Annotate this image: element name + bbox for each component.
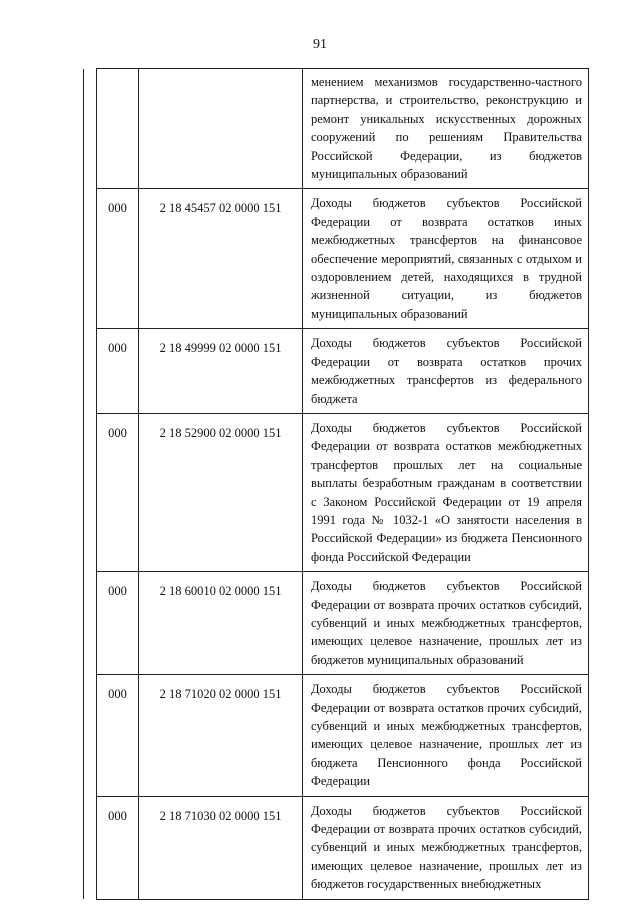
page-number: 91 [313, 37, 327, 52]
description-cell: Доходы бюджетов субъектов Российской Федерации от возврата остатков прочих субсидий, субвенций и иных межбюджетных трансфертов, имеющих целевое назначение, прошлых лет из бюджета Пенсионного фонда Российской Федерации [303, 675, 589, 796]
side-cell [84, 796, 97, 899]
admin-code-cell: 000 [97, 796, 139, 899]
side-cell [84, 189, 97, 329]
classification-code-cell: 2 18 52900 02 0000 151 [139, 413, 303, 571]
classification-code-cell: 2 18 45457 02 0000 151 [139, 189, 303, 329]
description-cell: Доходы бюджетов субъектов Российской Федерации от возврата прочих остатков субсидий, субвенций и иных межбюджетных трансфертов, имеющих целевое назначение, прошлых лет из бюджетов государственных внебюджетных [303, 796, 589, 899]
classification-code-cell: 2 18 60010 02 0000 151 [139, 572, 303, 675]
budget-classification-table [83, 68, 589, 900]
admin-code-cell: 000 [97, 413, 139, 571]
side-cell [84, 413, 97, 571]
admin-code-cell: 000 [97, 572, 139, 675]
classification-code-cell: 2 18 71030 02 0000 151 [139, 796, 303, 899]
description-cell: Доходы бюджетов субъектов Российской Федерации от возврата остатков межбюджетных трансфертов прошлых лет на социальные выплаты безработным гражданам в соответствии с Законом Российской Федерации от 19 апреля 1991 года № 1032-1 «О занятости населения в Российской Федерации» из бюджета Пенсионного фонда Российской Федерации [303, 413, 589, 571]
admin-code-cell: 000 [97, 189, 139, 329]
table-row [84, 413, 589, 571]
description-cell: менением механизмов государственно-частного партнерства, и строительство, реконструкцию и ремонт уникальных искусственных дорожных сооружений по решениям Правительства Российской Федерации, из бюджетов муниципальных образований [303, 69, 589, 189]
description-cell: Доходы бюджетов субъектов Российской Федерации от возврата прочих остатков субсидий, субвенций и иных межбюджетных трансфертов, имеющих целевое назначение, прошлых лет из бюджетов муниципальных образований [303, 572, 589, 675]
admin-code-cell [97, 69, 139, 189]
classification-code-cell: 2 18 71020 02 0000 151 [139, 675, 303, 796]
side-cell [84, 675, 97, 796]
classification-code-cell: 2 18 49999 02 0000 151 [139, 329, 303, 414]
admin-code-cell: 000 [97, 675, 139, 796]
description-cell: Доходы бюджетов субъектов Российской Федерации от возврата остатков прочих межбюджетных трансфертов из федерального бюджета [303, 329, 589, 414]
description-cell: Доходы бюджетов субъектов Российской Федерации от возврата остатков иных межбюджетных трансфертов на финансовое обеспечение мероприятий, связанных с отдыхом и оздоровлением детей, находящихся в трудной жизненной ситуации, из бюджетов муниципальных образований [303, 189, 589, 329]
side-cell [84, 69, 97, 189]
side-cell [84, 572, 97, 675]
classification-code-cell [139, 69, 303, 189]
table-row [84, 796, 589, 899]
admin-code-cell: 000 [97, 329, 139, 414]
side-cell [84, 329, 97, 414]
table-row-continuation [84, 69, 589, 189]
table-row [84, 329, 589, 414]
table-row [84, 572, 589, 675]
table-row [84, 675, 589, 796]
table-row [84, 189, 589, 329]
